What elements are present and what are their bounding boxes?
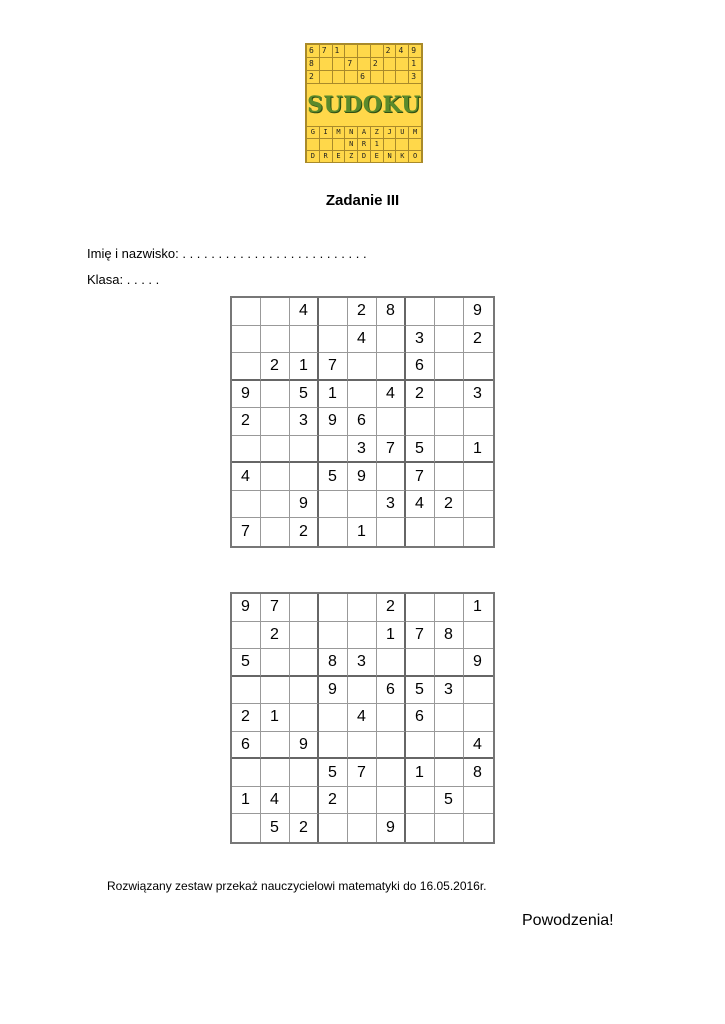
logo-cell: [320, 139, 332, 150]
sudoku-cell[interactable]: 9: [464, 649, 493, 677]
sudoku-cell[interactable]: [464, 677, 493, 705]
sudoku-cell[interactable]: 9: [319, 677, 348, 705]
sudoku-cell[interactable]: [377, 704, 406, 732]
sudoku-cell[interactable]: [232, 622, 261, 650]
sudoku-cell[interactable]: [290, 649, 319, 677]
logo-cell: [384, 58, 396, 70]
sudoku-grid-2: [230, 592, 495, 844]
sudoku-cell[interactable]: 1: [406, 759, 435, 787]
logo-cell: [345, 71, 357, 83]
sudoku-cell[interactable]: [377, 732, 406, 760]
sudoku-cell[interactable]: 9: [290, 491, 319, 519]
sudoku-cell[interactable]: [319, 518, 348, 546]
logo-cell: Z: [345, 151, 357, 162]
sudoku-cell[interactable]: [377, 326, 406, 354]
logo-cell: [320, 71, 332, 83]
sudoku-cell[interactable]: [406, 594, 435, 622]
sudoku-cell[interactable]: 2: [290, 814, 319, 842]
logo-cell: E: [333, 151, 345, 162]
sudoku-cell[interactable]: [319, 594, 348, 622]
sudoku-cell[interactable]: [319, 704, 348, 732]
sudoku-cell[interactable]: [232, 436, 261, 464]
sudoku-cell[interactable]: 7: [406, 463, 435, 491]
logo-cell: [409, 139, 421, 150]
sudoku-cell[interactable]: 8: [319, 649, 348, 677]
logo-cell: [371, 71, 383, 83]
sudoku-cell[interactable]: 9: [290, 732, 319, 760]
sudoku-cell[interactable]: 5: [435, 787, 464, 815]
sudoku-cell[interactable]: 1: [348, 518, 377, 546]
logo-cell: [371, 45, 383, 57]
logo-cell: M: [409, 127, 421, 138]
sudoku-cell[interactable]: 3: [348, 649, 377, 677]
sudoku-cell[interactable]: [348, 353, 377, 381]
sudoku-cell[interactable]: 1: [377, 622, 406, 650]
sudoku-cell[interactable]: 2: [290, 518, 319, 546]
sudoku-cell[interactable]: [348, 732, 377, 760]
sudoku-cell[interactable]: 1: [464, 594, 493, 622]
sudoku-cell[interactable]: 2: [406, 381, 435, 409]
sudoku-cell[interactable]: [290, 622, 319, 650]
sudoku-cell[interactable]: 9: [464, 298, 493, 326]
sudoku-cell[interactable]: [348, 787, 377, 815]
sudoku-cell[interactable]: 3: [348, 436, 377, 464]
logo-cell: [396, 71, 408, 83]
sudoku-cell[interactable]: [435, 759, 464, 787]
sudoku-cell[interactable]: [319, 298, 348, 326]
sudoku-cell[interactable]: [232, 353, 261, 381]
name-field-label: Imię i nazwisko: . . . . . . . . . . . . . . . . . . . . . . . . . .: [87, 246, 367, 261]
sudoku-cell[interactable]: [435, 298, 464, 326]
logo-cell: G: [307, 127, 319, 138]
sudoku-cell[interactable]: [435, 436, 464, 464]
sudoku-cell[interactable]: [232, 759, 261, 787]
sudoku-cell[interactable]: 5: [261, 814, 290, 842]
logo-cell: A: [358, 127, 370, 138]
sudoku-cell[interactable]: 6: [232, 732, 261, 760]
logo-cell: U: [396, 127, 408, 138]
sudoku-cell[interactable]: 1: [464, 436, 493, 464]
logo-cell: 1: [409, 58, 421, 70]
sudoku-cell[interactable]: 6: [406, 353, 435, 381]
sudoku-cell[interactable]: 1: [232, 787, 261, 815]
logo-cell: 6: [307, 45, 319, 57]
sudoku-grid-1: [230, 296, 495, 548]
logo-cell: [333, 71, 345, 83]
logo-cell: [358, 58, 370, 70]
sudoku-cell[interactable]: 9: [232, 594, 261, 622]
sudoku-cell[interactable]: 4: [290, 298, 319, 326]
sudoku-cell[interactable]: [435, 353, 464, 381]
sudoku-cell[interactable]: [261, 677, 290, 705]
sudoku-cell[interactable]: 7: [406, 622, 435, 650]
sudoku-cell[interactable]: [290, 677, 319, 705]
sudoku-cell[interactable]: 4: [232, 463, 261, 491]
sudoku-cell[interactable]: 3: [290, 408, 319, 436]
logo-cell: Z: [371, 127, 383, 138]
sudoku-cell[interactable]: 2: [261, 622, 290, 650]
logo-cell: N: [345, 127, 357, 138]
sudoku-cell[interactable]: 5: [232, 649, 261, 677]
logo-cell: R: [358, 139, 370, 150]
sudoku-cell[interactable]: 3: [377, 491, 406, 519]
logo-cell: 2: [371, 58, 383, 70]
sudoku-cell[interactable]: 1: [319, 381, 348, 409]
sudoku-cell[interactable]: 7: [348, 759, 377, 787]
logo-cell: [384, 71, 396, 83]
sudoku-cell[interactable]: [348, 381, 377, 409]
sudoku-cell[interactable]: [464, 787, 493, 815]
task-heading: Zadanie III: [325, 192, 400, 209]
sudoku-cell[interactable]: [232, 326, 261, 354]
sudoku-cell[interactable]: 7: [377, 436, 406, 464]
sudoku-cell[interactable]: [261, 298, 290, 326]
logo-cell: D: [358, 151, 370, 162]
sudoku-cell[interactable]: 1: [290, 353, 319, 381]
sudoku-cell[interactable]: 9: [232, 381, 261, 409]
logo-cell: [307, 139, 319, 150]
logo-cell: [333, 139, 345, 150]
sudoku-cell[interactable]: [261, 759, 290, 787]
logo-cell: [333, 58, 345, 70]
sudoku-cell[interactable]: [435, 326, 464, 354]
sudoku-cell[interactable]: 2: [464, 326, 493, 354]
sudoku-cell[interactable]: [290, 704, 319, 732]
sudoku-cell[interactable]: [261, 518, 290, 546]
sudoku-cell[interactable]: [377, 649, 406, 677]
sudoku-cell[interactable]: [319, 491, 348, 519]
sudoku-cell[interactable]: [377, 518, 406, 546]
logo-cell: [396, 58, 408, 70]
sudoku-cell[interactable]: 4: [348, 326, 377, 354]
sudoku-cell[interactable]: 4: [348, 704, 377, 732]
sudoku-cell[interactable]: [435, 463, 464, 491]
sudoku-cell[interactable]: [377, 787, 406, 815]
sudoku-cell[interactable]: [290, 463, 319, 491]
sudoku-cell[interactable]: [435, 704, 464, 732]
logo-cell: 2: [307, 71, 319, 83]
sudoku-cell[interactable]: 9: [319, 408, 348, 436]
sudoku-cell[interactable]: [290, 759, 319, 787]
sudoku-cell[interactable]: [435, 649, 464, 677]
sudoku-cell[interactable]: [406, 649, 435, 677]
sudoku-cell[interactable]: [348, 677, 377, 705]
sudoku-cell[interactable]: 8: [377, 298, 406, 326]
sudoku-cell[interactable]: [435, 381, 464, 409]
sudoku-cell[interactable]: 2: [232, 704, 261, 732]
logo-cell: [358, 45, 370, 57]
sudoku-cell[interactable]: [464, 814, 493, 842]
logo-cell: 3: [409, 71, 421, 83]
sudoku-cell[interactable]: [232, 677, 261, 705]
sudoku-cell[interactable]: [319, 326, 348, 354]
sudoku-cell[interactable]: 7: [232, 518, 261, 546]
sudoku-cell[interactable]: [261, 463, 290, 491]
sudoku-cell[interactable]: [319, 622, 348, 650]
sudoku-cell[interactable]: [261, 491, 290, 519]
logo-cell: [384, 139, 396, 150]
logo-cell: 1: [371, 139, 383, 150]
logo-cell: N: [345, 139, 357, 150]
logo-cell: 7: [320, 45, 332, 57]
logo-school-grid: [307, 127, 421, 162]
sudoku-cell[interactable]: 8: [464, 759, 493, 787]
sudoku-cell[interactable]: 5: [406, 436, 435, 464]
sudoku-cell[interactable]: [261, 436, 290, 464]
sudoku-cell[interactable]: 9: [348, 463, 377, 491]
sudoku-cell[interactable]: 4: [377, 381, 406, 409]
submission-note: Rozwiązany zestaw przekaż nauczycielowi matematyki do 16.05.2016r.: [107, 879, 487, 893]
sudoku-cell[interactable]: [406, 408, 435, 436]
sudoku-cell[interactable]: [377, 408, 406, 436]
sudoku-cell[interactable]: [435, 814, 464, 842]
sudoku-cell[interactable]: [232, 814, 261, 842]
logo-cell: 4: [396, 45, 408, 57]
sudoku-cell[interactable]: [348, 491, 377, 519]
logo-cell: 2: [384, 45, 396, 57]
logo-title: SUDOKU: [307, 84, 421, 126]
logo-cell: 1: [333, 45, 345, 57]
sudoku-cell[interactable]: [464, 463, 493, 491]
sudoku-cell[interactable]: 9: [377, 814, 406, 842]
sudoku-cell[interactable]: 6: [406, 704, 435, 732]
sudoku-cell[interactable]: [464, 518, 493, 546]
sudoku-cell[interactable]: [464, 408, 493, 436]
logo-cell: 7: [345, 58, 357, 70]
sudoku-cell[interactable]: 7: [319, 353, 348, 381]
sudoku-cell[interactable]: 5: [319, 463, 348, 491]
sudoku-cell[interactable]: 3: [406, 326, 435, 354]
sudoku-cell[interactable]: [435, 408, 464, 436]
sudoku-cell[interactable]: [377, 463, 406, 491]
sudoku-cell[interactable]: 2: [261, 353, 290, 381]
sudoku-cell[interactable]: [261, 649, 290, 677]
logo-cell: K: [396, 151, 408, 162]
logo-cell: M: [333, 127, 345, 138]
logo-cell: O: [409, 151, 421, 162]
closing-text: Powodzenia!: [522, 912, 614, 929]
sudoku-cell[interactable]: [464, 704, 493, 732]
sudoku-cell[interactable]: [232, 298, 261, 326]
sudoku-cell[interactable]: [319, 814, 348, 842]
sudoku-cell[interactable]: [435, 518, 464, 546]
sudoku-cell[interactable]: [319, 732, 348, 760]
sudoku-cell[interactable]: [377, 353, 406, 381]
logo-cell: [320, 58, 332, 70]
logo-cell: 8: [307, 58, 319, 70]
sudoku-cell[interactable]: 2: [377, 594, 406, 622]
logo-cell: D: [307, 151, 319, 162]
sudoku-cell[interactable]: 8: [435, 622, 464, 650]
sudoku-cell[interactable]: 5: [406, 677, 435, 705]
sudoku-cell[interactable]: [348, 622, 377, 650]
logo-cell: I: [320, 127, 332, 138]
sudoku-cell[interactable]: [435, 732, 464, 760]
sudoku-cell[interactable]: [232, 491, 261, 519]
sudoku-cell[interactable]: [348, 594, 377, 622]
sudoku-cell[interactable]: 5: [290, 381, 319, 409]
logo-cell: E: [371, 151, 383, 162]
sudoku-cell[interactable]: 6: [377, 677, 406, 705]
sudoku-cell[interactable]: [406, 732, 435, 760]
class-field-label: Klasa: . . . . .: [87, 272, 160, 287]
sudoku-cell[interactable]: [464, 491, 493, 519]
logo-cell: 9: [409, 45, 421, 57]
sudoku-cell[interactable]: 6: [348, 408, 377, 436]
sudoku-cell[interactable]: [319, 436, 348, 464]
sudoku-cell[interactable]: 4: [464, 732, 493, 760]
sudoku-cell[interactable]: 2: [435, 491, 464, 519]
sudoku-cell[interactable]: 5: [319, 759, 348, 787]
logo-cell: 6: [358, 71, 370, 83]
sudoku-cell[interactable]: 2: [232, 408, 261, 436]
sudoku-cell[interactable]: 2: [319, 787, 348, 815]
sudoku-cell[interactable]: [261, 326, 290, 354]
sudoku-cell[interactable]: [464, 622, 493, 650]
logo-cell: J: [384, 127, 396, 138]
sudoku-cell[interactable]: [406, 298, 435, 326]
sudoku-logo: [305, 43, 423, 163]
sudoku-cell[interactable]: 7: [261, 594, 290, 622]
sudoku-cell[interactable]: [290, 594, 319, 622]
sudoku-cell[interactable]: 4: [261, 787, 290, 815]
sudoku-cell[interactable]: [290, 787, 319, 815]
sudoku-cell[interactable]: [406, 787, 435, 815]
sudoku-cell[interactable]: [261, 408, 290, 436]
sudoku-cell[interactable]: [290, 326, 319, 354]
logo-cell: [345, 45, 357, 57]
sudoku-cell[interactable]: 2: [348, 298, 377, 326]
sudoku-cell[interactable]: [377, 759, 406, 787]
sudoku-cell[interactable]: [261, 381, 290, 409]
logo-cell: N: [384, 151, 396, 162]
logo-cell: [396, 139, 408, 150]
sudoku-cell[interactable]: [348, 814, 377, 842]
sudoku-cell[interactable]: [406, 814, 435, 842]
sudoku-cell[interactable]: [406, 518, 435, 546]
logo-cell: R: [320, 151, 332, 162]
sudoku-cell[interactable]: [290, 436, 319, 464]
sudoku-cell[interactable]: 3: [464, 381, 493, 409]
sudoku-cell[interactable]: [435, 594, 464, 622]
sudoku-cell[interactable]: 3: [435, 677, 464, 705]
sudoku-cell[interactable]: 1: [261, 704, 290, 732]
sudoku-cell[interactable]: [464, 353, 493, 381]
sudoku-cell[interactable]: 4: [406, 491, 435, 519]
logo-number-grid: [307, 45, 421, 83]
sudoku-cell[interactable]: [261, 732, 290, 760]
